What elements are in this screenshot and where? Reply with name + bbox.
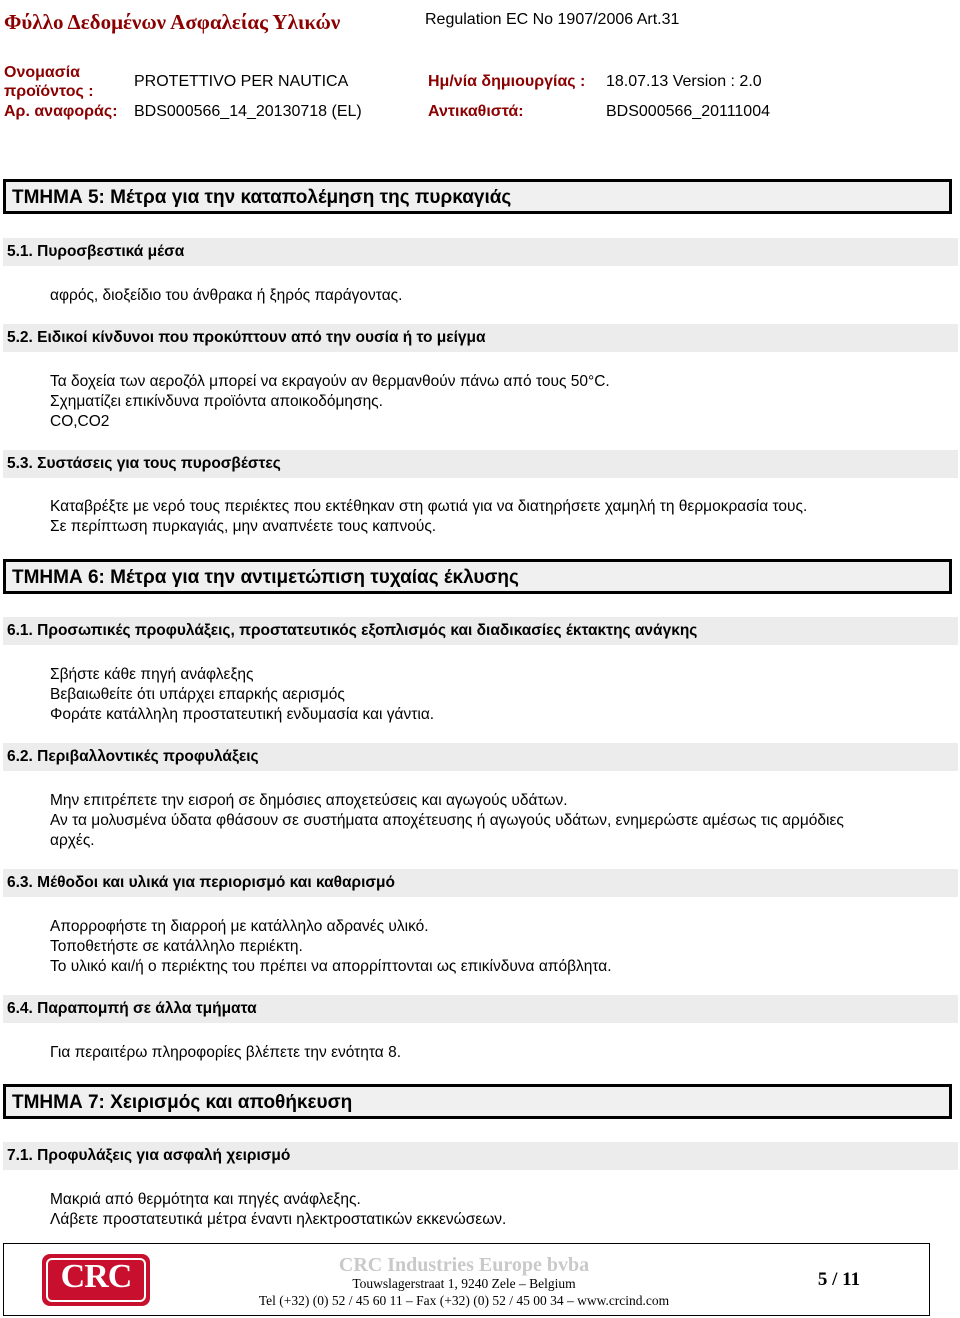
subsection-5-3-header [3,450,958,478]
subsection-5-1-header [3,238,958,266]
text-line: Τα δοχεία των αεροζόλ μπορεί να εκραγούν αν θερμανθούν πάνω από τους 50°C. [50,373,610,390]
product-name-value: PROTETTIVO PER NAUTICA [134,73,349,90]
subsection-6-2-title: 6.2. Περιβαλλοντικές προφυλάξεις [7,748,259,765]
subsection-6-3-body [50,917,930,977]
product-name-label-line2: προϊόντος : [4,83,94,100]
section-7-header [3,1084,952,1119]
subsection-6-1-body [50,665,930,725]
created-date-label: Ημ/νία δημιουργίας : [428,73,586,90]
document-title: Φύλλο Δεδομένων Ασφαλείας Υλικών [4,10,341,34]
section-7-title: ΤΜΗΜΑ 7: Χειρισμός και αποθήκευση [12,1092,353,1113]
replaces-label: Αντικαθιστά: [428,103,524,120]
subsection-6-2-body [50,791,930,851]
text-line: Φοράτε κατάλληλη προστατευτική ενδυμασία και γάντια. [50,706,435,723]
company-contact: Tel (+32) (0) 52 / 45 60 11 – Fax (+32) (0) 52 / 45 00 34 – www.crcind.com [258,1293,670,1308]
section-6-title: ΤΜΗΜΑ 6: Μέτρα για την αντιμετώπιση τυχαίας έκλυσης [12,567,519,588]
text-line: Αν τα μολυσμένα ύδατα φθάσουν σε συστήματα αποχέτευσης ή αγωγούς υδάτων, ενημερώστε αμέσως τις αρμόδιες αρχές. [50,812,844,849]
subsection-6-3-title: 6.3. Μέθοδοι και υλικά για περιορισμό και καθαρισμό [7,874,395,891]
section-6-header [3,559,952,594]
subsection-6-1-title: 6.1. Προσωπικές προφυλάξεις, προστατευτικός εξοπλισμός και διαδικασίες έκτακτης ανάγκης [7,622,698,639]
text-line: Σχηματίζει επικίνδυνα προϊόντα αποικοδόμησης. [50,393,383,410]
subsection-6-4-header [3,995,958,1023]
reference-label: Αρ. αναφοράς: [4,103,118,120]
subsection-6-3-header [3,869,958,897]
regulation-reference: Regulation EC No 1907/2006 Art.31 [425,11,680,28]
subsection-5-1-title: 5.1. Πυροσβεστικά μέσα [7,243,185,260]
replaces-value: BDS000566_20111004 [606,103,770,120]
reference-value: BDS000566_14_20130718 (EL) [134,103,362,120]
company-name: CRC Industries Europe bvba [338,1254,590,1276]
crc-logo [42,1254,150,1306]
page-footer [3,1243,930,1316]
section-5-header [3,179,952,214]
subsection-6-4-body [50,1043,930,1063]
subsection-5-3-body [50,497,930,537]
subsection-6-1-header [3,617,958,645]
subsection-5-2-title: 5.2. Ειδικοί κίνδυνοι που προκύπτουν από την ουσία ή το μείγμα [7,329,486,346]
crc-logo-text: CRC [60,1258,132,1295]
text-line: Το υλικό και/ή ο περιέκτης του πρέπει να απορρίπτονται ως επικίνδυνα απόβλητα. [50,958,612,975]
text-line: αφρός, διοξείδιο του άνθρακα ή ξηρός παράγοντας. [50,287,403,304]
text-line: Σβήστε κάθε πηγή ανάφλεξης [50,666,254,683]
text-line: Λάβετε προστατευτικά μέτρα έναντι ηλεκτροστατικών εκκενώσεων. [50,1211,507,1228]
company-address: Touwslagerstraat 1, 9240 Zele – Belgium [352,1276,576,1291]
subsection-7-1-title: 7.1. Προφυλάξεις για ασφαλή χειρισμό [7,1147,291,1164]
text-line: Καταβρέξτε με νερό τους περιέκτες που εκτέθηκαν στη φωτιά για να διατηρήσετε χαμηλή τη θερμοκρασία τους. [50,498,808,515]
text-line: Μην επιτρέπετε την εισροή σε δημόσιες αποχετεύσεις και αγωγούς υδάτων. [50,792,568,809]
subsection-7-1-body [50,1190,930,1230]
page-number: 5 / 11 [817,1269,861,1290]
text-line: Για περαιτέρω πληροφορίες βλέπετε την ενότητα 8. [50,1044,402,1061]
section-5-title: ΤΜΗΜΑ 5: Μέτρα για την καταπολέμηση της πυρκαγιάς [12,187,512,208]
subsection-7-1-header [3,1142,958,1170]
subsection-6-2-header [3,743,958,771]
subsection-6-4-title: 6.4. Παραπομπή σε άλλα τμήματα [7,1000,257,1017]
text-line: Μακριά από θερμότητα και πηγές ανάφλεξης. [50,1191,361,1208]
product-name-label-line1: Ονομασία [4,64,80,81]
subsection-5-2-body [50,372,930,432]
text-line: CO,CO2 [50,413,110,430]
text-line: Σε περίπτωση πυρκαγιάς, μην αναπνέετε τους καπνούς. [50,518,437,535]
subsection-5-1-body [50,286,930,306]
text-line: Βεβαιωθείτε ότι υπάρχει επαρκής αερισμός [50,686,345,703]
text-line: Τοποθετήστε σε κατάλληλο περιέκτη. [50,938,303,955]
created-date-value: 18.07.13 Version : 2.0 [606,73,762,90]
subsection-5-3-title: 5.3. Συστάσεις για τους πυροσβέστες [7,455,281,472]
subsection-5-2-header [3,324,958,352]
text-line: Απορροφήστε τη διαρροή με κατάλληλο αδρανές υλικό. [50,918,429,935]
